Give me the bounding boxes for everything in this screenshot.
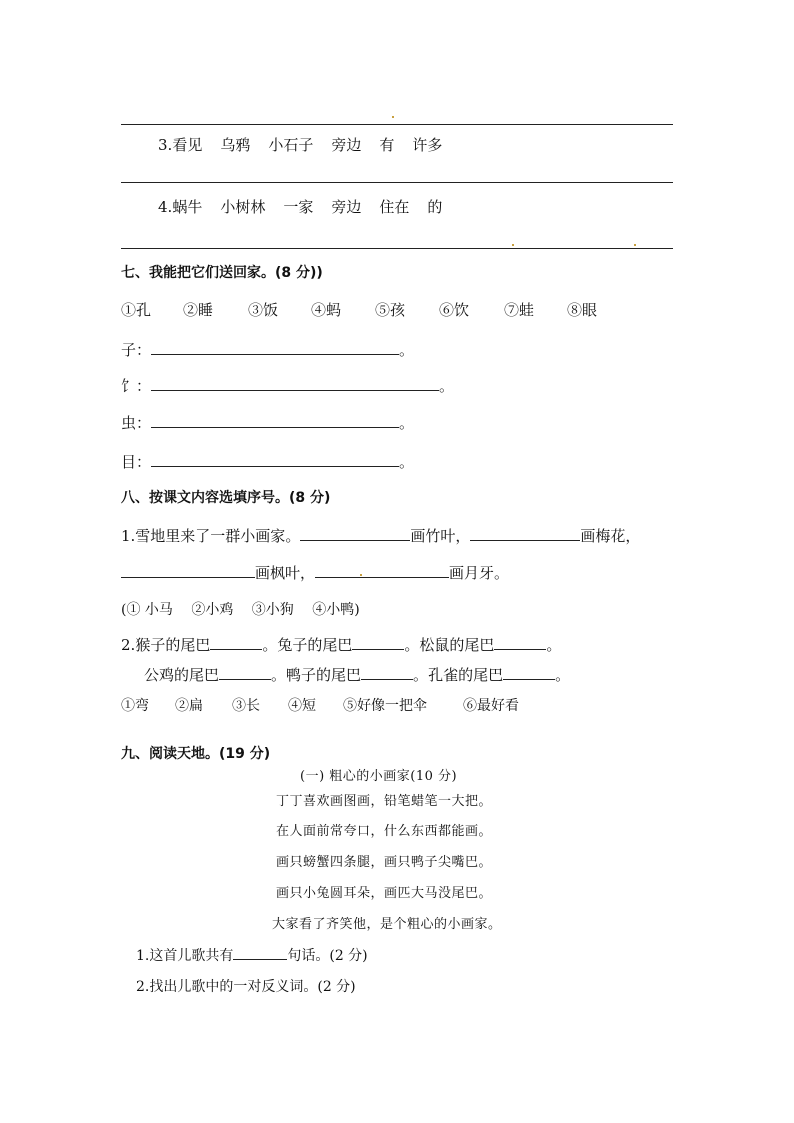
answer-blank[interactable]	[470, 526, 580, 541]
reading-q2: 2.找出儿歌中的一对反义词。(2 分)	[136, 979, 356, 995]
answer-blank[interactable]	[315, 563, 449, 578]
radical-label: 目：	[121, 453, 152, 471]
period: 。	[555, 666, 571, 684]
poem-line: 画只螃蟹四条腿，画只鸭子尖嘴巴。	[276, 855, 493, 870]
period: 。	[262, 636, 278, 654]
period: 。	[546, 636, 562, 654]
period: 。	[439, 377, 455, 395]
speck	[512, 244, 514, 246]
option: ⑤好像一把伞	[343, 698, 427, 714]
word: 小石子	[268, 136, 314, 154]
period: 。	[399, 453, 415, 471]
poem-title: (一) 粗心的小画家(10 分)	[300, 769, 458, 784]
option: ④蚂	[311, 301, 342, 319]
word: 一家	[283, 198, 314, 216]
q8-tails-row-2	[144, 664, 570, 685]
period: 。	[399, 341, 415, 359]
option: ④短	[288, 698, 316, 714]
option: ⑥饮	[439, 301, 470, 319]
option: ②睡	[183, 301, 214, 319]
question-text: 1.这首儿歌共有	[136, 948, 234, 964]
answer-blank[interactable]	[361, 665, 413, 680]
answer-blank[interactable]	[233, 946, 287, 960]
question-text: 猴子的尾巴	[135, 636, 211, 654]
answer-blank[interactable]	[151, 452, 399, 467]
word: 住在	[379, 198, 410, 216]
answer-blank[interactable]	[151, 340, 399, 355]
option: ②扁	[175, 698, 203, 714]
poem-line: 在人面前常夸口，什么东西都能画。	[276, 824, 493, 839]
period: 。	[271, 666, 287, 684]
radical-row-mu	[121, 451, 414, 472]
question-text: 画月牙。	[449, 564, 510, 582]
option: ⑦蛙	[504, 301, 535, 319]
question-text: 松鼠的尾巴	[419, 636, 495, 654]
speck	[392, 116, 394, 118]
answer-blank[interactable]	[503, 665, 555, 680]
word: 有	[379, 136, 395, 154]
radical-label: 子：	[121, 341, 152, 359]
question-text: 句话。(2 分)	[287, 948, 368, 964]
question-text: 画竹叶，	[410, 527, 471, 545]
answer-blank[interactable]	[210, 635, 262, 650]
question-text: 1.雪地里来了一群小画家。	[121, 527, 301, 545]
word: 蜗牛	[172, 198, 203, 216]
poem-line: 丁丁喜欢画图画，铅笔蜡笔一大把。	[276, 794, 493, 809]
sentence-3-words	[158, 134, 460, 155]
poem-line: 画只小兔圆耳朵，画匹大马没尾巴。	[276, 886, 493, 901]
option: ①孔	[121, 301, 152, 319]
period: 。	[399, 414, 415, 432]
option: ③长	[232, 698, 260, 714]
q8-tails-row-1	[121, 634, 561, 655]
answer-blank[interactable]	[151, 376, 439, 391]
radical-row-chong	[121, 412, 414, 433]
answer-blank[interactable]	[219, 665, 271, 680]
question-text: 公鸡的尾巴	[144, 666, 220, 684]
word: 旁边	[331, 136, 362, 154]
sentence-number: 3.	[158, 136, 173, 154]
answer-line	[121, 182, 673, 183]
sentence-number: 4.	[158, 198, 173, 216]
word: 看见	[172, 136, 203, 154]
option: ①弯	[121, 698, 149, 714]
radical-row-shi	[121, 375, 454, 396]
option: ⑤孩	[375, 301, 406, 319]
question-text: 画梅花，	[580, 527, 641, 545]
question-text: 鸭子的尾巴	[286, 666, 362, 684]
q8-line-2	[121, 562, 509, 583]
question-text: 画枫叶，	[255, 564, 316, 582]
speck	[360, 574, 362, 576]
question-number: 2.	[121, 636, 136, 654]
radical-row-zi	[121, 339, 414, 360]
answer-blank[interactable]	[121, 563, 255, 578]
poem-line: 大家看了齐笑他，是个粗心的小画家。	[272, 917, 502, 932]
option: ⑥最好看	[463, 698, 519, 714]
reading-q1	[136, 945, 368, 965]
section-8-title: 八、按课文内容选填序号。(8 分)	[121, 490, 331, 506]
option: ⑧眼	[567, 301, 598, 319]
q8-choices-1: (① 小马 ②小鸡 ③小狗 ④小鸭)	[121, 602, 360, 618]
answer-blank[interactable]	[151, 413, 399, 428]
question-text: 兔子的尾巴	[277, 636, 353, 654]
question-text: 孔雀的尾巴	[428, 666, 504, 684]
word: 旁边	[331, 198, 362, 216]
answer-blank[interactable]	[300, 526, 410, 541]
option: ③饭	[248, 301, 279, 319]
word: 许多	[412, 136, 443, 154]
answer-line	[121, 124, 673, 125]
answer-blank[interactable]	[352, 635, 404, 650]
word: 小树林	[220, 198, 266, 216]
sentence-4-words	[158, 196, 460, 217]
section-9-title: 九、阅读天地。(19 分)	[121, 746, 271, 762]
radical-label: 虫：	[121, 414, 152, 432]
word: 的	[427, 198, 443, 216]
radical-label: 饣：	[121, 377, 152, 395]
period: 。	[413, 666, 429, 684]
answer-blank[interactable]	[494, 635, 546, 650]
q8-line-1	[121, 525, 640, 546]
word: 乌鸦	[220, 136, 251, 154]
period: 。	[404, 636, 420, 654]
answer-line	[121, 248, 673, 249]
section-7-title: 七、我能把它们送回家。(8 分))	[121, 265, 323, 281]
speck	[634, 244, 636, 246]
